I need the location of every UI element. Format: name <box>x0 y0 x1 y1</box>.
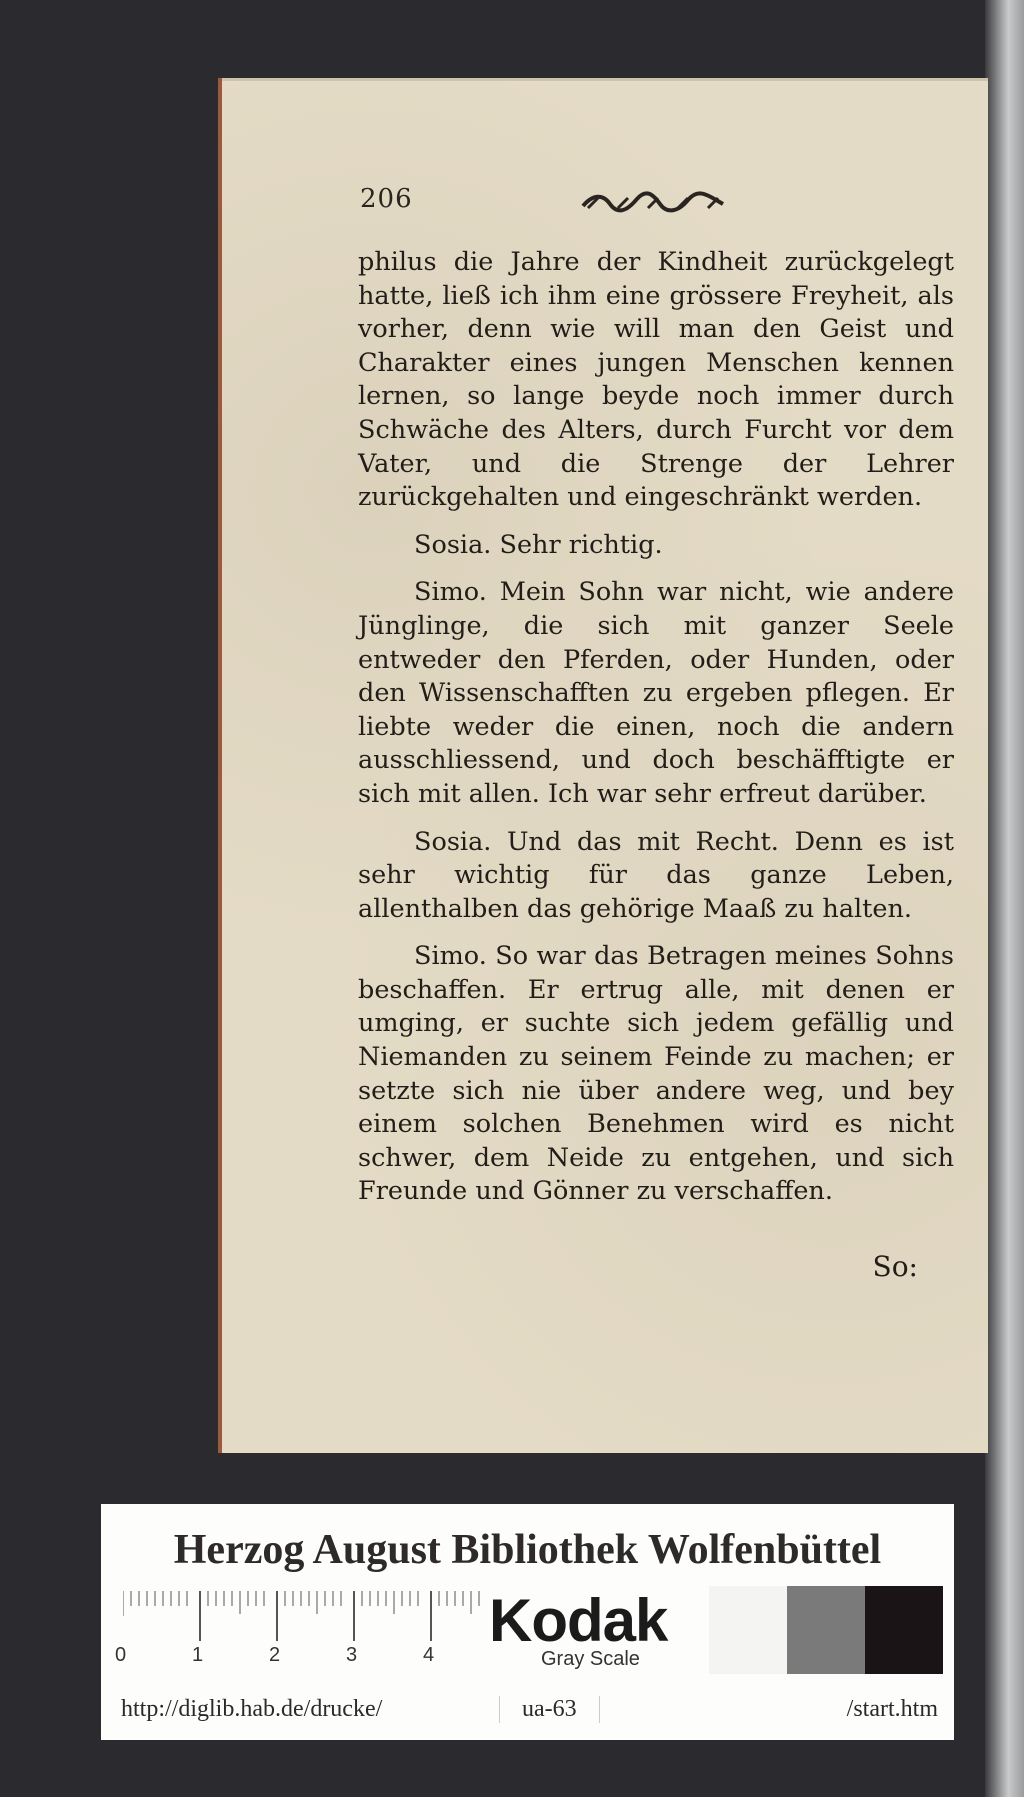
url-bar <box>101 1684 954 1740</box>
ornament-icon <box>578 190 728 214</box>
gray-swatch-mid <box>787 1586 865 1674</box>
ruler-label: 3 <box>346 1644 358 1666</box>
scanner-edge <box>985 0 1024 1797</box>
grayscale-label: Gray Scale <box>541 1648 640 1670</box>
book-page <box>218 78 988 1453</box>
ruler-label: 0 <box>115 1644 127 1666</box>
gray-swatch-white <box>709 1586 787 1674</box>
paragraph: Simo. So war das Betragen meines Sohns beschaffen. Er ertrug alle, mit denen er umging, er suchte sich jedem gefällig und Niemanden zu seinem Feinde zu machen; er setzte sich nie über andere weg, und bey einem solchen Benehmen wird es nicht schwer, dem Neide zu entgehen, und sich Freunde und Gönner zu verschaffen. <box>358 941 954 1207</box>
paragraph: Sosia. Sehr richtig. <box>414 529 663 560</box>
url-left: http://diglib.hab.de/drucke/ <box>121 1696 383 1722</box>
ruler-label: 4 <box>423 1644 435 1666</box>
paragraph: Simo. Mein Sohn war nicht, wie andere Jünglinge, die sich mit ganzer Seele entweder den Pferden, oder Hunden, oder den Wissenschafften zu ergeben pflegen. Er liebte weder die einen, noch die andern ausschliessend, und doch beschäfftigte er sich mit allen. Ich war sehr erfreut darüber. <box>358 577 954 809</box>
scan-target-card <box>101 1504 954 1740</box>
paragraph: philus die Jahre der Kindheit zurückgelegt hatte, ließ ich ihm eine grössere Freyheit, als vorher, denn wie will man den Geist und Charakter eines jungen Menschen kennen lernen, so lange beyde noch immer durch Schwäche des Alters, durch Furcht vor dem Vater, und die Strenge der Lehrer zurückgehalten und eingeschränkt werden. <box>358 247 954 513</box>
ruler-labels <box>115 1644 435 1674</box>
ruler-label: 2 <box>269 1644 281 1666</box>
url-right: /start.htm <box>846 1696 938 1722</box>
url-center: ua-63 <box>499 1696 600 1723</box>
page-number: 206 <box>360 184 413 214</box>
library-name: Herzog August Bibliothek Wolfenbüttel <box>173 1527 882 1573</box>
paragraph: Sosia. Und das mit Recht. Denn es ist sehr wichtig für das ganze Leben, allenthalben das gehörige Maaß zu halten. <box>358 826 954 924</box>
kodak-logo: Kodak <box>489 1587 668 1654</box>
ruler-label: 1 <box>192 1644 204 1666</box>
body-text <box>358 246 954 1209</box>
ruler-icon <box>123 1586 485 1641</box>
gray-swatch-dark <box>865 1586 943 1674</box>
catchword: So: <box>872 1250 918 1283</box>
